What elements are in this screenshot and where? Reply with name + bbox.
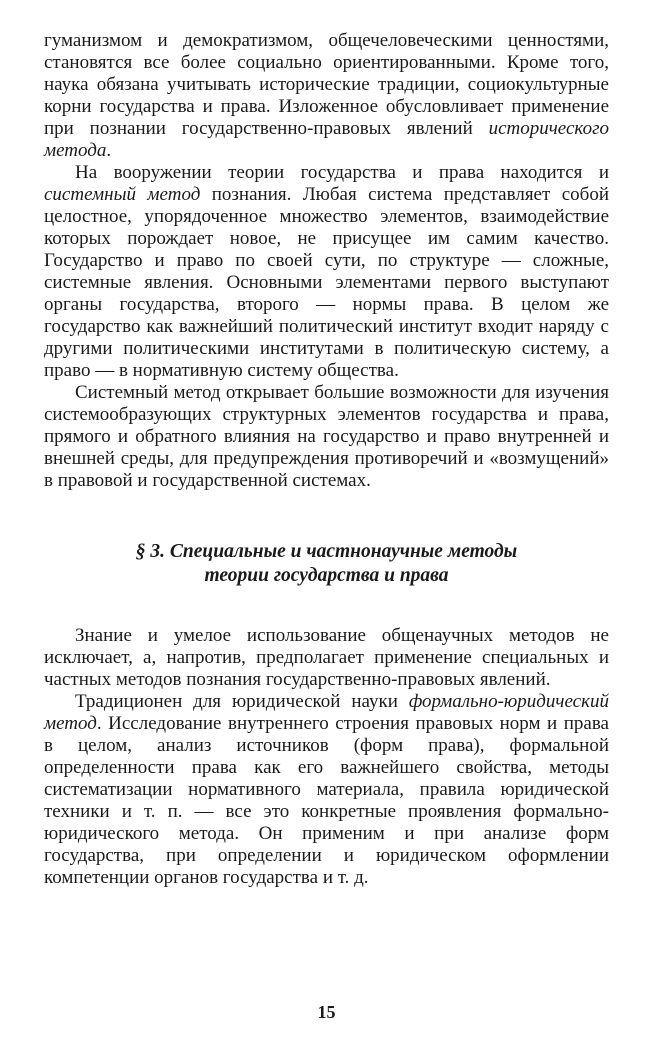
paragraph-2-italic: системный метод [44, 184, 201, 205]
paragraph-1 [44, 30, 609, 162]
paragraph-2-start: На вооружении теории государства и права находится и [75, 162, 609, 183]
section-heading [44, 540, 609, 588]
paragraph-4 [44, 625, 609, 691]
paragraph-3-text: Системный метод открывает большие возможности для изучения системообразующих структурных элементов государства и права, прямого и обратного влияния на государство и право внутренней и внешней среды, для предупреждения противоречий и «возмущений» в правовой и государственной системах. [44, 382, 609, 491]
paragraph-2 [44, 162, 609, 382]
paragraph-5-italic: формально-юридический метод [44, 691, 609, 734]
paragraph-4-text: Знание и умелое использование общенаучных методов не исключает, а, напротив, предполагает применение специальных и частных методов познания государственно-правовых явлений. [44, 625, 609, 690]
paragraph-1-italic: исторического метода [44, 118, 609, 161]
section-heading-line-2: теории государства и права [204, 565, 449, 586]
section-heading-line-1: § 3. Специальные и частнонаучные методы [135, 541, 518, 562]
paragraph-3 [44, 382, 609, 492]
paragraph-5-end: . Исследование внутреннего строения правовых норм и права в целом, анализ источников (форм права), формальной определенности права как его важнейшего свойства, методы систематизации нормативного материала, правила юридической техники и т. п. — все это конкретные проявления формально-юридического метода. Он применим и при анализе форм государства, при определении и юридическом оформлении компетенции органов государства и т. д. [44, 713, 609, 888]
paragraph-5-start: Традиционен для юридической науки [75, 691, 409, 712]
paragraph-1-end: . [106, 140, 112, 161]
page-number: 15 [317, 1002, 336, 1022]
paragraph-5 [44, 691, 609, 889]
paragraph-1-text: гуманизмом и демократизмом, общечеловеческими ценностями, становятся все более социально ориентированными. Кроме того, наука обязана учитывать исторические традиции, социокультурные корни государства и права. Изложенное обусловливает применение при познании государственно-правовых явлений [44, 30, 609, 139]
paragraph-2-end: познания. Любая система представляет собой целостное, упорядоченное множество элементов, взаимодействие которых порождает новое, не присущее им самим качество. Государство и право по своей сути, по структуре — сложные, системные явления. Основными элементами первого выступают органы государства, второго — нормы права. В целом же государство как важнейший политический институт входит наряду с другими политическими институтами в политическую систему, а право — в нормативную систему общества. [44, 184, 610, 381]
page-text [44, 30, 609, 889]
